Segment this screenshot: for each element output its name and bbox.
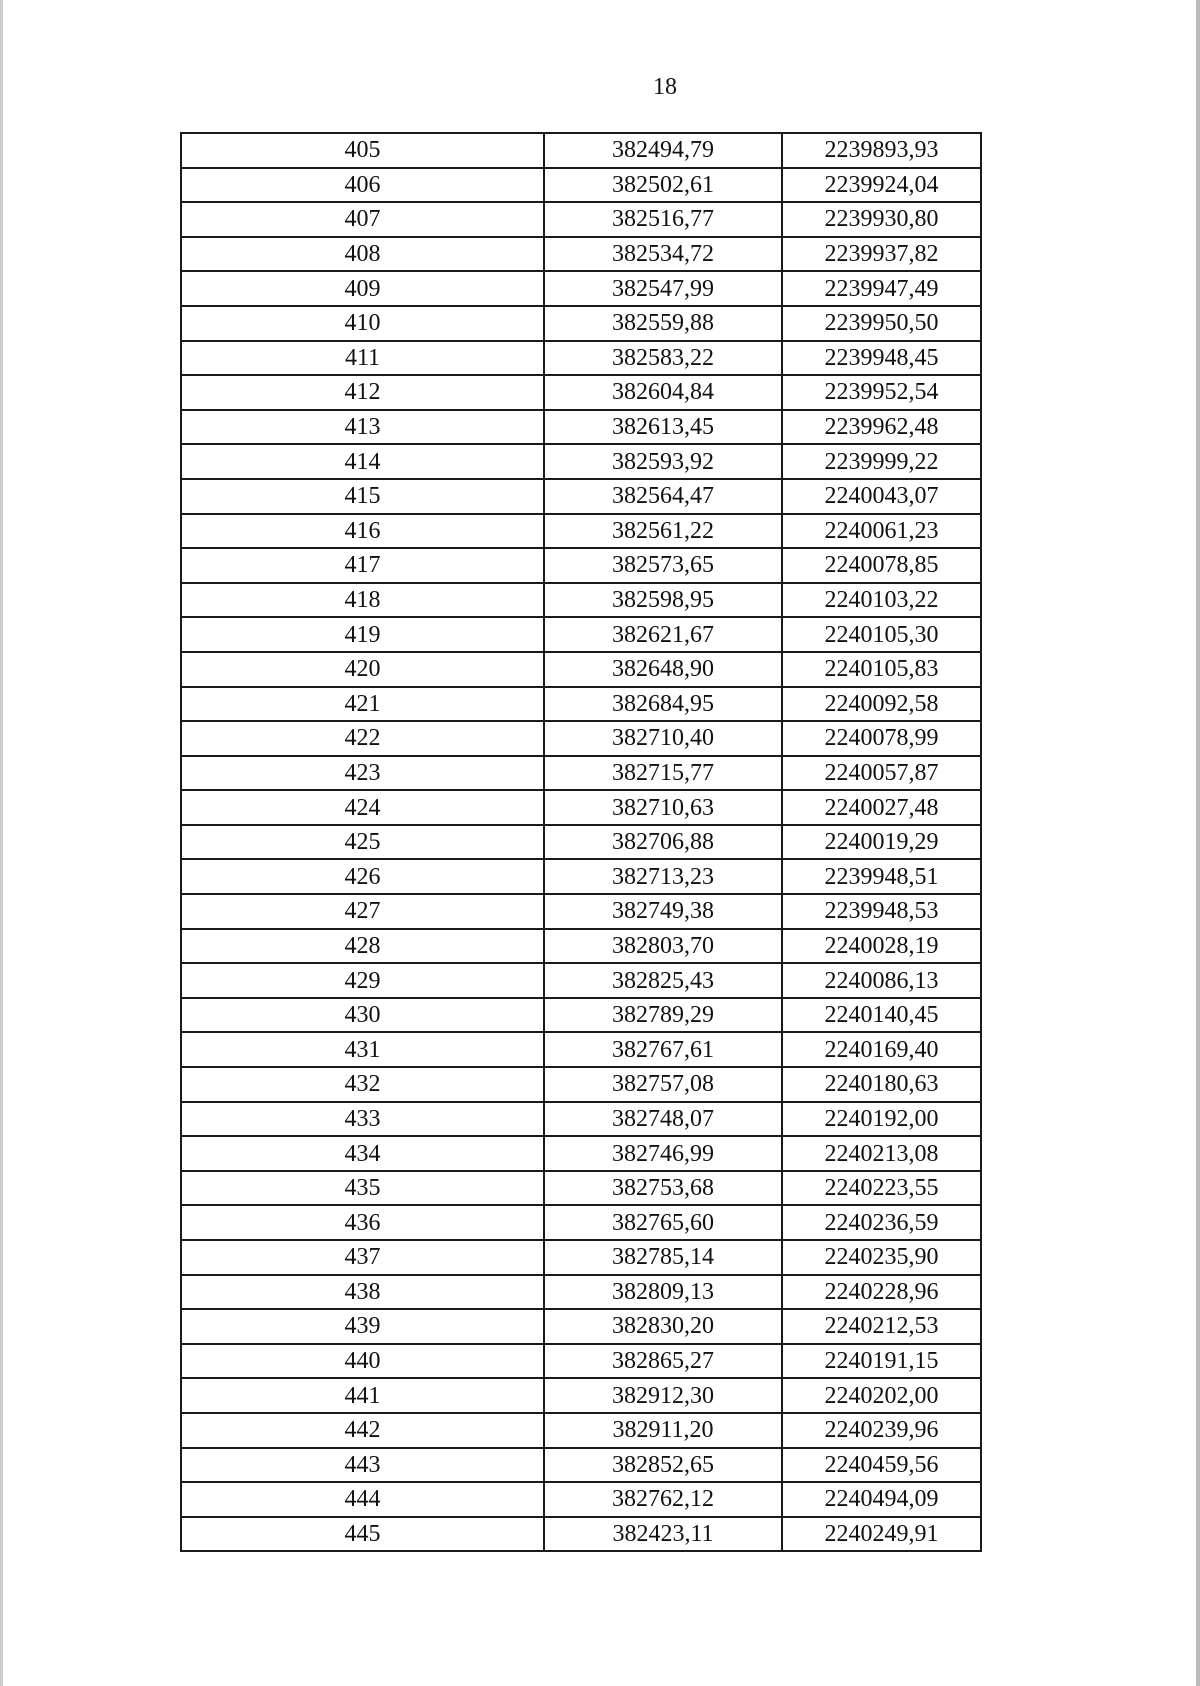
x-coordinate-cell: 382746,99 [544,1136,782,1171]
point-number-cell: 423 [181,756,544,791]
y-coordinate-cell: 2239893,93 [782,133,981,168]
x-coordinate-cell: 382710,63 [544,790,782,825]
x-coordinate-cell: 382762,12 [544,1482,782,1517]
y-coordinate-cell: 2239999,22 [782,444,981,479]
y-coordinate-cell: 2240057,87 [782,756,981,791]
table-row [181,271,981,306]
point-number-cell: 415 [181,479,544,514]
y-coordinate-cell: 2240228,96 [782,1275,981,1310]
table-row [181,1205,981,1240]
y-coordinate-cell: 2240212,53 [782,1309,981,1344]
y-coordinate-cell: 2240169,40 [782,1032,981,1067]
x-coordinate-cell: 382621,67 [544,617,782,652]
point-number-cell: 426 [181,859,544,894]
table-row [181,237,981,272]
y-coordinate-cell: 2239930,80 [782,202,981,237]
x-coordinate-cell: 382564,47 [544,479,782,514]
y-coordinate-cell: 2240213,08 [782,1136,981,1171]
x-coordinate-cell: 382598,95 [544,583,782,618]
x-coordinate-cell: 382765,60 [544,1205,782,1240]
table-row [181,1275,981,1310]
x-coordinate-cell: 382825,43 [544,963,782,998]
table-row [181,1240,981,1275]
x-coordinate-cell: 382502,61 [544,168,782,203]
y-coordinate-cell: 2240105,30 [782,617,981,652]
x-coordinate-cell: 382749,38 [544,894,782,929]
point-number-cell: 421 [181,687,544,722]
table-row [181,687,981,722]
x-coordinate-cell: 382830,20 [544,1309,782,1344]
table-row [181,1344,981,1379]
page-number: 18 [653,74,677,100]
x-coordinate-cell: 382593,92 [544,444,782,479]
x-coordinate-cell: 382559,88 [544,306,782,341]
y-coordinate-cell: 2240061,23 [782,514,981,549]
point-number-cell: 444 [181,1482,544,1517]
point-number-cell: 428 [181,929,544,964]
point-number-cell: 437 [181,1240,544,1275]
point-number-cell: 412 [181,375,544,410]
table-row [181,1032,981,1067]
table-row [181,998,981,1033]
y-coordinate-cell: 2240202,00 [782,1378,981,1413]
table-row [181,1102,981,1137]
table-row [181,617,981,652]
y-coordinate-cell: 2239952,54 [782,375,981,410]
point-number-cell: 433 [181,1102,544,1137]
table-row [181,410,981,445]
y-coordinate-cell: 2239948,45 [782,341,981,376]
point-number-cell: 418 [181,583,544,618]
x-coordinate-cell: 382494,79 [544,133,782,168]
y-coordinate-cell: 2240236,59 [782,1205,981,1240]
y-coordinate-cell: 2240078,85 [782,548,981,583]
point-number-cell: 439 [181,1309,544,1344]
x-coordinate-cell: 382767,61 [544,1032,782,1067]
x-coordinate-cell: 382713,23 [544,859,782,894]
point-number-cell: 420 [181,652,544,687]
x-coordinate-cell: 382852,65 [544,1448,782,1483]
y-coordinate-cell: 2239937,82 [782,237,981,272]
y-coordinate-cell: 2240191,15 [782,1344,981,1379]
x-coordinate-cell: 382789,29 [544,998,782,1033]
table-row [181,721,981,756]
y-coordinate-cell: 2240078,99 [782,721,981,756]
point-number-cell: 435 [181,1171,544,1206]
y-coordinate-cell: 2240192,00 [782,1102,981,1137]
x-coordinate-cell: 382684,95 [544,687,782,722]
y-coordinate-cell: 2240086,13 [782,963,981,998]
y-coordinate-cell: 2240043,07 [782,479,981,514]
y-coordinate-cell: 2240235,90 [782,1240,981,1275]
table-row [181,133,981,168]
table-row [181,1448,981,1483]
table-row [181,583,981,618]
y-coordinate-cell: 2240028,19 [782,929,981,964]
point-number-cell: 429 [181,963,544,998]
point-number-cell: 442 [181,1413,544,1448]
table-row [181,514,981,549]
point-number-cell: 409 [181,271,544,306]
x-coordinate-cell: 382516,77 [544,202,782,237]
x-coordinate-cell: 382547,99 [544,271,782,306]
x-coordinate-cell: 382613,45 [544,410,782,445]
point-number-cell: 443 [181,1448,544,1483]
x-coordinate-cell: 382648,90 [544,652,782,687]
table-row [181,202,981,237]
point-number-cell: 416 [181,514,544,549]
point-number-cell: 419 [181,617,544,652]
point-number-cell: 424 [181,790,544,825]
table-row [181,341,981,376]
point-number-cell: 407 [181,202,544,237]
x-coordinate-cell: 382583,22 [544,341,782,376]
point-number-cell: 408 [181,237,544,272]
point-number-cell: 411 [181,341,544,376]
point-number-cell: 430 [181,998,544,1033]
x-coordinate-cell: 382710,40 [544,721,782,756]
y-coordinate-cell: 2239950,50 [782,306,981,341]
y-coordinate-cell: 2240140,45 [782,998,981,1033]
scan-edge-right [1196,0,1200,1686]
table-row [181,444,981,479]
point-number-cell: 413 [181,410,544,445]
y-coordinate-cell: 2240105,83 [782,652,981,687]
x-coordinate-cell: 382573,65 [544,548,782,583]
y-coordinate-cell: 2240239,96 [782,1413,981,1448]
y-coordinate-cell: 2240494,09 [782,1482,981,1517]
point-number-cell: 417 [181,548,544,583]
point-number-cell: 422 [181,721,544,756]
point-number-cell: 431 [181,1032,544,1067]
y-coordinate-cell: 2239948,51 [782,859,981,894]
table-row [181,1171,981,1206]
x-coordinate-cell: 382757,08 [544,1067,782,1102]
table-row [181,790,981,825]
y-coordinate-cell: 2239924,04 [782,168,981,203]
table-row [181,1517,981,1552]
table-row [181,652,981,687]
point-number-cell: 432 [181,1067,544,1102]
table-row [181,306,981,341]
table-row [181,859,981,894]
table-row [181,1309,981,1344]
coordinates-table [180,132,982,1552]
x-coordinate-cell: 382753,68 [544,1171,782,1206]
point-number-cell: 436 [181,1205,544,1240]
x-coordinate-cell: 382785,14 [544,1240,782,1275]
table-row [181,894,981,929]
scan-edge-left [0,0,3,1686]
y-coordinate-cell: 2240027,48 [782,790,981,825]
x-coordinate-cell: 382706,88 [544,825,782,860]
x-coordinate-cell: 382748,07 [544,1102,782,1137]
table-row [181,548,981,583]
y-coordinate-cell: 2240249,91 [782,1517,981,1552]
y-coordinate-cell: 2240180,63 [782,1067,981,1102]
point-number-cell: 440 [181,1344,544,1379]
table-row [181,1413,981,1448]
y-coordinate-cell: 2240459,56 [782,1448,981,1483]
y-coordinate-cell: 2240103,22 [782,583,981,618]
x-coordinate-cell: 382912,30 [544,1378,782,1413]
table-row [181,1067,981,1102]
y-coordinate-cell: 2239962,48 [782,410,981,445]
coordinates-table-body [181,133,981,1551]
table-row [181,756,981,791]
y-coordinate-cell: 2239948,53 [782,894,981,929]
table-row [181,168,981,203]
x-coordinate-cell: 382604,84 [544,375,782,410]
x-coordinate-cell: 382423,11 [544,1517,782,1552]
y-coordinate-cell: 2240223,55 [782,1171,981,1206]
point-number-cell: 427 [181,894,544,929]
table-row [181,479,981,514]
table-row [181,825,981,860]
point-number-cell: 425 [181,825,544,860]
table-row [181,1482,981,1517]
y-coordinate-cell: 2239947,49 [782,271,981,306]
y-coordinate-cell: 2240019,29 [782,825,981,860]
point-number-cell: 434 [181,1136,544,1171]
point-number-cell: 441 [181,1378,544,1413]
point-number-cell: 438 [181,1275,544,1310]
point-number-cell: 414 [181,444,544,479]
table-row [181,375,981,410]
point-number-cell: 445 [181,1517,544,1552]
point-number-cell: 406 [181,168,544,203]
table-row [181,929,981,964]
point-number-cell: 405 [181,133,544,168]
y-coordinate-cell: 2240092,58 [782,687,981,722]
point-number-cell: 410 [181,306,544,341]
table-row [181,963,981,998]
table-row [181,1378,981,1413]
x-coordinate-cell: 382809,13 [544,1275,782,1310]
x-coordinate-cell: 382715,77 [544,756,782,791]
x-coordinate-cell: 382561,22 [544,514,782,549]
table-row [181,1136,981,1171]
x-coordinate-cell: 382803,70 [544,929,782,964]
x-coordinate-cell: 382911,20 [544,1413,782,1448]
x-coordinate-cell: 382865,27 [544,1344,782,1379]
x-coordinate-cell: 382534,72 [544,237,782,272]
